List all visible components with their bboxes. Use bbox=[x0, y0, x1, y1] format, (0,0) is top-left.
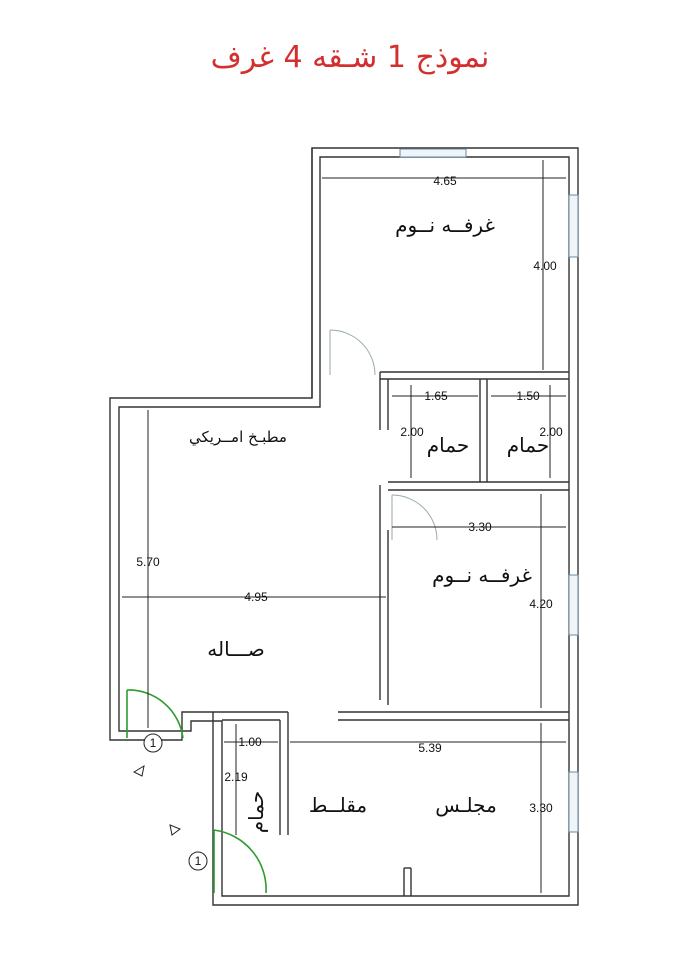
dim-5-39: 5.39 bbox=[418, 741, 442, 755]
dim-4-65: 4.65 bbox=[433, 174, 457, 188]
room-bath-3: حمام bbox=[244, 790, 268, 834]
room-bath-1: حمام bbox=[426, 433, 470, 457]
dim-3-30a: 3.30 bbox=[468, 520, 492, 534]
entry-marker-1: 1 bbox=[149, 736, 157, 750]
dim-1-65: 1.65 bbox=[424, 389, 448, 403]
entry-markers bbox=[134, 734, 207, 870]
entry-marker-2: 1 bbox=[194, 854, 202, 868]
dim-1-00: 1.00 bbox=[238, 735, 262, 749]
window-bedroom-mid bbox=[569, 575, 578, 635]
door-bedroom-top bbox=[330, 330, 375, 375]
dim-4-00: 4.00 bbox=[533, 259, 557, 273]
room-hall: صـــاله bbox=[207, 637, 265, 661]
dim-4-20: 4.20 bbox=[529, 597, 553, 611]
entry-arrow-icon bbox=[170, 825, 180, 835]
plan-title: نموذج 1 شـقه 4 غرف bbox=[210, 40, 490, 75]
dim-4-95: 4.95 bbox=[244, 590, 268, 604]
room-majlis: مجلـس bbox=[435, 793, 497, 817]
door-bedroom-mid bbox=[392, 495, 437, 540]
window-bedroom-top bbox=[569, 195, 578, 257]
dim-5-70: 5.70 bbox=[136, 555, 160, 569]
dimension-lines bbox=[122, 160, 566, 893]
room-bedroom-mid: غرفــه نــوم bbox=[432, 563, 532, 587]
interior-walls bbox=[213, 148, 569, 896]
dim-2-19: 2.19 bbox=[224, 770, 248, 784]
window-top bbox=[400, 149, 466, 157]
dimension-labels bbox=[136, 174, 563, 815]
dim-2-00b: 2.00 bbox=[539, 425, 563, 439]
window-majlis bbox=[569, 772, 578, 832]
room-kitchen: مطبـخ امــريكي bbox=[189, 428, 287, 446]
room-bath-2: حمام bbox=[506, 433, 550, 457]
room-bedroom-top: غرفــه نــوم bbox=[395, 213, 495, 237]
dim-2-00a: 2.00 bbox=[400, 425, 424, 439]
room-storage: مقلــط bbox=[308, 793, 368, 817]
dim-3-30b: 3.30 bbox=[529, 801, 553, 815]
dim-1-50: 1.50 bbox=[516, 389, 540, 403]
entry-arrow-icon bbox=[134, 766, 144, 776]
